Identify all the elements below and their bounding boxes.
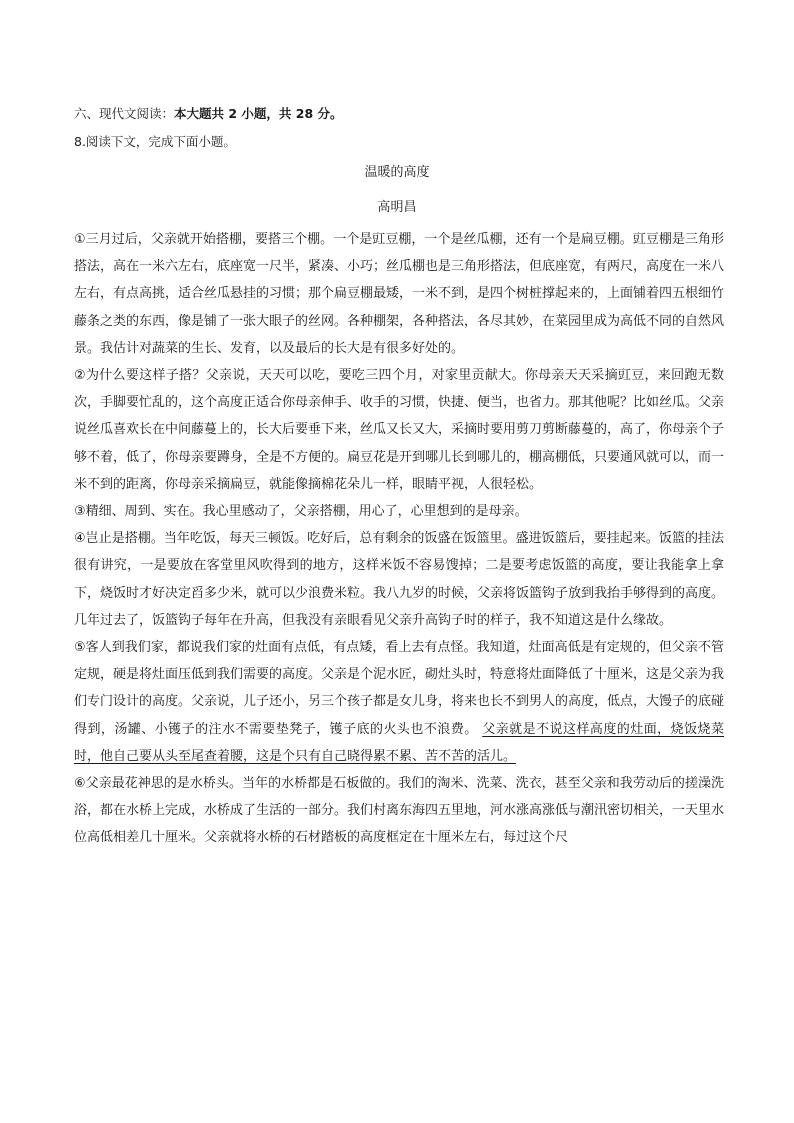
underlined-sentence: 父亲就是不说这样高度的灶面，烧饭烧菜时，他自己要从头至尾查着腰，这是个只有自己晓得累不累、苦不苦的活儿。	[74, 721, 724, 764]
article-body	[74, 226, 724, 852]
article-title: 温暖的高度	[364, 165, 430, 180]
paragraph-4: ④岂止是搭棚。当年吃饭，每天三顿饭。吃好后，总有剩余的饭盛在饭篮里。盛进饭篮后，要挂起来。饭篮的挂法很有讲究，一是要放在客堂里风吹得到的地方，这样米饭不容易馊掉；二是要考虑饭篮的高度，要让我能拿上拿下，烧饭时才好决定舀多少米，就可以少浪费米粒。我八九岁的时候，父亲将饭篮钩子放到我抬手够得到的高度。几年过去了，饭篮钩子每年在升高，但我没有亲眼看见父亲升高钩子时的样子，我不知道这是什么缘故。	[74, 531, 725, 628]
article-author: 高明昌	[377, 200, 417, 215]
section-heading-prefix: 六、现代文阅读：	[74, 106, 175, 121]
paragraph-3: ③精细、周到、实在。我心里感动了，父亲搭棚，用心了，心里想到的是母亲。	[74, 504, 528, 520]
paragraph-5-text: ⑤客人到我们家，都说我们家的灶面有点低，有点矮，看上去有点怪。我知道，灶面高低是有定规的，但父亲不管定规，硬是将灶面压低到我们需要的高度。父亲是个泥水匠，砌灶头时，特意将灶面降低了十厘米，这是父亲为我们专门设计的高度。父亲说，儿子还小，另三个孩子都是女儿身，将来也长不到男人的高度，低点，大馒子的底碰得到，汤罐、小镬子的注水不需要垫凳子，镬子底的火头也不浪费。	[74, 640, 725, 737]
paragraph-1: ①三月过后，父亲就开始搭棚，要搭三个棚。一个是豇豆棚，一个是丝瓜棚，还有一个是扁豆棚。豇豆棚是三角形搭法，高在一米六左右，底座宽一尺半，紧凑、小巧；丝瓜棚也是三角形搭法，但底座宽，有两尺，高度在一米八左右，有点高挑，适合丝瓜悬挂的习惯；那个扁豆棚最矮，一米不到，是四个树桩撑起来的，上面铺着四五根细竹藤条之类的东西，像是铺了一张大眼子的丝网。各种棚架，各种搭法，各尽其妙，在菜园里成为高低不同的自然风景。我估计对蔬菜的生长、发育，以及最后的长大是有很多好处的。	[74, 232, 725, 356]
section-heading	[74, 106, 343, 122]
question-prompt: 8.阅读下文，完成下面小题。	[74, 134, 236, 149]
paragraph-5	[74, 634, 724, 770]
section-heading-bold: 本大题共 2 小题，共 28 分。	[174, 106, 343, 121]
paragraph-2: ②为什么要这样子搭？父亲说，天天可以吃，要吃三四个月，对家里贡献大。你母亲天天采摘豇豆，来回跑无数次，手脚要忙乱的，这个高度正适合你母亲伸手、收手的习惯，快捷、便当，也省力。那其他呢？比如丝瓜。父亲说丝瓜喜欢长在中间藤蔓上的，长大后要垂下来，丝瓜又长又大，采摘时要用剪刀剪断藤蔓的，高了，你母亲个子够不着，低了，你母亲要蹲身，全是不方便的。扁豆花是开到哪儿长到哪儿的，棚高棚低，只要通风就可以，而一米不到的距离，你母亲采摘扁豆，就能像摘棉花朵儿一样，眼睛平视，人很轻松。	[74, 368, 725, 492]
paragraph-6: ⑥父亲最花神思的是水桥头。当年的水桥都是石板做的。我们的淘米、洗菜、洗衣，甚至父亲和我劳动后的搓澡洗浴，都在水桥上完成，水桥成了生活的一部分。我们村离东海四五里地，河水涨高涨低与潮汛密切相关，一天里水位高低相差几十厘米。父亲就将水桥的石材踏板的高度框定在十厘米左右，每过这个尺	[74, 776, 725, 846]
